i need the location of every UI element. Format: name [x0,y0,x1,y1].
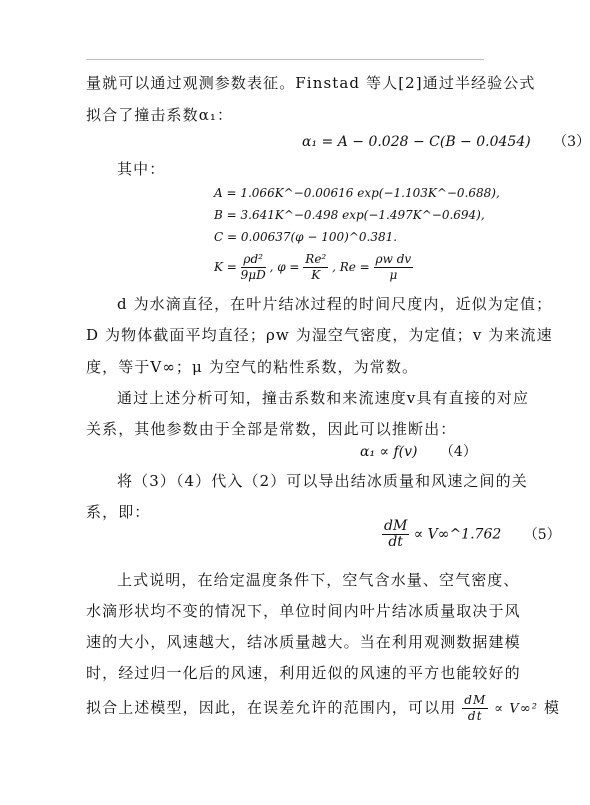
equation-3 [302,131,590,151]
text-para3-line2: 系，即： [86,503,151,521]
text-para3-line1: 将（3）（4）代入（2）可以导出结冰质量和风速之间的关 [117,472,528,490]
equation-b: B = 3.641K^−0.498 exp(−1.497K^−0.694), [214,208,485,222]
eq-5-numerator: dM [384,518,408,534]
text-line-1: 量就可以通过观测参数表征。Finstad 等人[2]通过半经验公式 [86,74,536,92]
eq-phi-lhs: , φ = [269,260,300,274]
equation-3-body: α₁ = A − 0.028 − C(B − 0.0454) [302,134,531,150]
equation-5 [382,519,561,550]
text-para1-line1: d 为水滴直径，在叶片结冰过程的时间尺度内，近似为定值； [117,295,553,313]
eq-k-lhs: K = [214,260,237,274]
eq-k-fraction [241,252,266,283]
text-para4-line5 [86,693,560,724]
text-para4-line3: 速的大小，风速越大，结冰质量越大。当在利用观测数据建模 [86,633,521,651]
inline-rhs: ∝ V∞² [494,701,539,717]
text-para1-line3: 度，等于V∞；μ 为空气的粘性系数，为常数。 [86,358,419,376]
eq-k-numerator: ρd² [241,252,266,268]
header-rule [86,59,484,60]
text-para2-line1: 通过上述分析可知，撞击系数和来流速度v具有直接的对应 [117,389,530,407]
where-label: 其中： [117,160,166,178]
text-para4-line5-tail: 模 [543,698,561,717]
inline-denominator: dt [467,709,483,723]
eq-re-lhs: , Re = [332,260,370,274]
text-para4-line1: 上式说明，在给定温度条件下，空气含水量、空气密度、 [117,571,520,589]
equation-k [214,252,413,283]
eq-re-denominator: μ [389,268,398,282]
eq-phi-denominator: K [311,268,321,282]
eq-phi-fraction [303,252,328,283]
text-line-2: 拟合了撞击系数α₁： [86,106,234,124]
text-para1-line2: D 为物体截面平均直径；ρw 为湿空气密度，为定值；v 为来流速 [86,326,553,344]
text-para4-line2: 水滴形状均不变的情况下，单位时间内叶片结冰质量取决于风 [86,602,521,620]
equation-4 [360,441,477,461]
equation-a: A = 1.066K^−0.00616 exp(−1.103K^−0.688), [214,186,500,200]
equation-3-number: （3） [553,134,590,150]
equation-4-number: （4） [439,444,477,460]
eq-5-denominator: dt [388,534,403,550]
equation-5-number: （5） [523,526,561,543]
eq-5-fraction [382,519,409,550]
inline-fraction [462,693,488,724]
text-para4-line5-text: 拟合上述模型，因此，在误差允许的范围内，可以用 [86,698,457,717]
eq-phi-numerator: Re² [305,252,327,266]
eq-re-fraction [374,252,414,283]
inline-numerator: dM [464,693,487,707]
equation-c: C = 0.00637(φ − 100)^0.381. [214,230,398,244]
text-para2-line2: 关系，其他参数由于全部是常数，因此可以推断出： [86,420,457,438]
text-para4-line4: 时，经过归一化后的风速，利用近似的风速的平方也能较好的 [86,664,521,682]
eq-5-rhs: ∝ V∞^1.762 [413,526,502,543]
eq-re-numerator: ρw dv [375,252,412,266]
eq-k-denominator: 9μD [240,268,266,282]
equation-4-body: α₁ ∝ f(v) [360,444,418,460]
